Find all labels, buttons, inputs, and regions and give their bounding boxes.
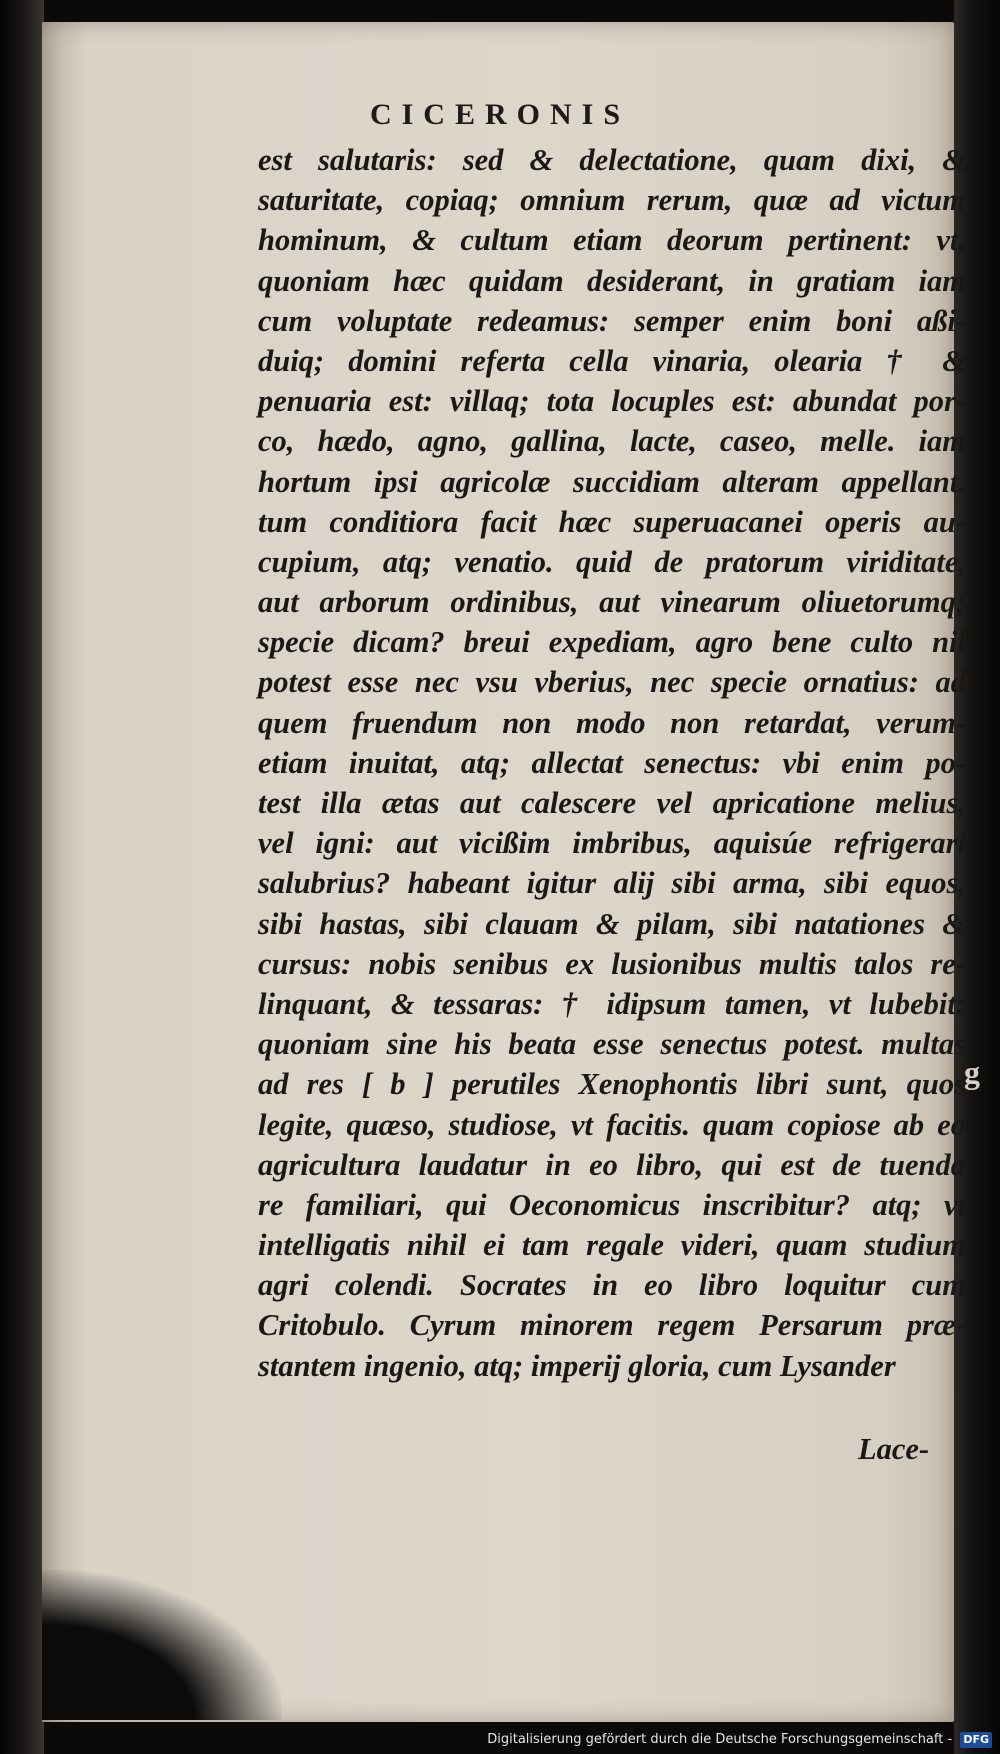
text-block	[258, 140, 966, 1386]
page-corner-shadow	[42, 1570, 282, 1720]
text-line: vel igni: aut vicißim imbribus, aquisúe refrigerari	[258, 826, 966, 861]
text-line: hominum, & cultum etiam deorum pertinent: vt,	[258, 223, 966, 258]
text-line: legite, quæso, studiose, vt facitis. quam copiose ab eo	[258, 1107, 966, 1142]
text-line: potest esse nec vsu vberius, nec specie ornatius: ad	[258, 665, 966, 700]
text-line: Critobulo. Cyrum minorem regem Persarum præ-	[258, 1308, 966, 1343]
text-line: test illa ætas aut calescere vel apricatione melius,	[258, 786, 966, 820]
credit-text: Digitalisierung gefördert durch die Deutsche Forschungsgemeinschaft -	[487, 1732, 953, 1747]
text-line: quoniam hæc quidam desiderant, in gratiam iam	[258, 263, 966, 298]
text-line: linquant, & tessaras: † idipsum tamen, vt lubebit:	[258, 986, 966, 1021]
text-line: quoniam sine his beata esse senectus potest. multas	[258, 1027, 966, 1062]
dfg-logo-icon: DFG	[960, 1732, 992, 1748]
text-line: aut arborum ordinibus, aut vinearum oliuetorumq;	[258, 585, 966, 620]
book-gutter-shadow	[0, 0, 44, 1754]
catchword: Lace-	[858, 1432, 930, 1466]
text-line: agri colendi. Socrates in eo libro loquitur cum	[258, 1268, 966, 1303]
text-line: est salutaris: sed & delectatione, quam dixi, &	[258, 143, 966, 177]
text-line: duiq; domini referta cella vinaria, olearia † &	[258, 343, 966, 378]
text-line: salubrius? habeant igitur alij sibi arma, sibi equos,	[258, 866, 966, 901]
text-line: etiam inuitat, atq; allectat senectus: vbi enim po-	[258, 745, 966, 780]
running-header: CICERONIS	[369, 98, 631, 131]
margin-mark: g	[964, 1054, 980, 1090]
text-line: penuaria est: villaq; tota locuples est: abundat por-	[258, 384, 966, 419]
text-line: cursus: nobis senibus ex lusionibus multis talos re-	[258, 946, 966, 981]
text-line: intelligatis nihil ei tam regale videri, quam studium	[258, 1228, 966, 1263]
text-line: sibi hastas, sibi clauam & pilam, sibi natationes &	[258, 906, 966, 941]
text-line: quem fruendum non modo non retardat, verum-	[258, 705, 966, 740]
text-line: re familiari, qui Oeconomicus inscribitur? atq; vt	[258, 1187, 966, 1222]
text-line: cupium, atq; venatio. quid de pratorum viriditate,	[258, 544, 966, 579]
text-line: agricultura laudatur in eo libro, qui est de tuenda	[258, 1147, 966, 1182]
text-line: tum conditiora facit hæc superuacanei operis au-	[258, 504, 966, 539]
text-line: hortum ipsi agricolæ succidiam alteram appellant.	[258, 464, 966, 499]
text-line: co, hædo, agno, gallina, lacte, caseo, melle. iam	[258, 424, 966, 459]
text-line: ad res [ b ] perutiles Xenophontis libri sunt, quos	[258, 1067, 966, 1102]
text-line: specie dicam? breui expediam, agro bene culto nil	[258, 625, 966, 660]
text-line: stantem ingenio, atq; imperij gloria, cum Lysander	[258, 1348, 896, 1383]
digitization-credit	[487, 1728, 992, 1752]
text-line: cum voluptate redeamus: semper enim boni aßi-	[258, 303, 966, 338]
text-line: saturitate, copiaq; omnium rerum, quæ ad victum	[258, 183, 966, 218]
